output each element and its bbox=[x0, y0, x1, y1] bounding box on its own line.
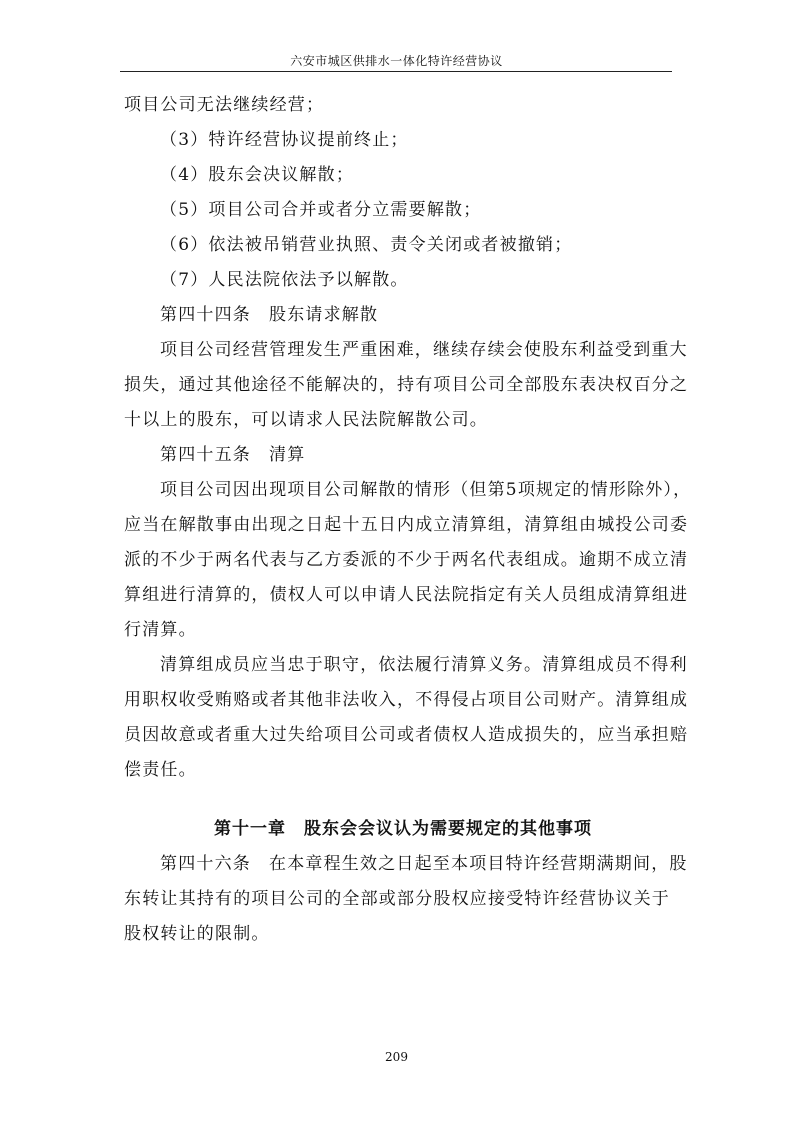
header-divider bbox=[120, 71, 672, 72]
paragraph-line: 行清算。 bbox=[124, 620, 197, 640]
paragraph-text: 在本章程生效之日起至本项目特许经营期满期间，股 bbox=[269, 854, 688, 874]
paragraph-line: 员因故意或者重大过失给项目公司或者债权人造成损失的，应当承担赔 bbox=[124, 725, 689, 745]
paragraph-line: 项目公司因出现项目公司解散的情形（但第5项规定的情形除外）， bbox=[160, 480, 692, 500]
article-number: 第四十四条 bbox=[160, 305, 251, 325]
paragraph-line: 项目公司经营管理发生严重困难，继续存续会使股东利益受到重大 bbox=[160, 340, 688, 360]
paragraph-line: 损失，通过其他途径不能解决的，持有项目公司全部股东表决权百分之 bbox=[124, 375, 689, 395]
list-item: （5）项目公司合并或者分立需要解散； bbox=[160, 200, 482, 220]
article-44-heading bbox=[124, 298, 672, 333]
article-title: 清算 bbox=[269, 445, 306, 465]
paragraph-line: 用职权收受贿赂或者其他非法收入，不得侵占项目公司财产。清算组成 bbox=[124, 690, 689, 710]
article-number: 第四十五条 bbox=[160, 445, 251, 465]
article-number: 第四十六条 bbox=[160, 854, 251, 874]
article-46-first-line bbox=[124, 847, 688, 882]
body-line: 项目公司无法继续经营； bbox=[124, 95, 325, 115]
paragraph-line: 股权转让的限制。 bbox=[124, 924, 270, 944]
article-title: 股东请求解散 bbox=[269, 305, 379, 325]
paragraph-line: 派的不少于两名代表与乙方委派的不少于两名代表组成。逾期不成立清 bbox=[124, 550, 689, 570]
list-item: （4）股东会决议解散； bbox=[160, 165, 355, 185]
running-header: 六安市城区供排水一体化特许经营协议 bbox=[290, 54, 503, 68]
chapter-11-heading bbox=[124, 812, 672, 847]
list-item: （3）特许经营协议提前终止； bbox=[160, 130, 409, 150]
paragraph-line: 应当在解散事由出现之日起十五日内成立清算组，清算组由城投公司委 bbox=[124, 515, 689, 535]
paragraph-line: 十以上的股东，可以请求人民法院解散公司。 bbox=[124, 410, 488, 430]
paragraph-line: 东转让其持有的项目公司的全部或部分股权应接受特许经营协议关于 bbox=[124, 889, 670, 909]
paragraph-line: 算组进行清算的，债权人可以申请人民法院指定有关人员组成清算组进 bbox=[124, 585, 689, 605]
chapter-number: 第十一章 bbox=[214, 819, 286, 839]
article-45-heading bbox=[124, 438, 672, 473]
paragraph-line: 偿责任。 bbox=[124, 760, 197, 780]
chapter-title: 股东会会议认为需要规定的其他事项 bbox=[304, 819, 592, 839]
page-number: 209 bbox=[385, 1050, 408, 1064]
paragraph-line: 清算组成员应当忠于职守，依法履行清算义务。清算组成员不得利 bbox=[160, 655, 688, 675]
list-item: （6）依法被吊销营业执照、责令关闭或者被撤销； bbox=[160, 235, 573, 255]
list-item: （7）人民法院依法予以解散。 bbox=[160, 270, 409, 290]
document-body bbox=[124, 88, 692, 952]
